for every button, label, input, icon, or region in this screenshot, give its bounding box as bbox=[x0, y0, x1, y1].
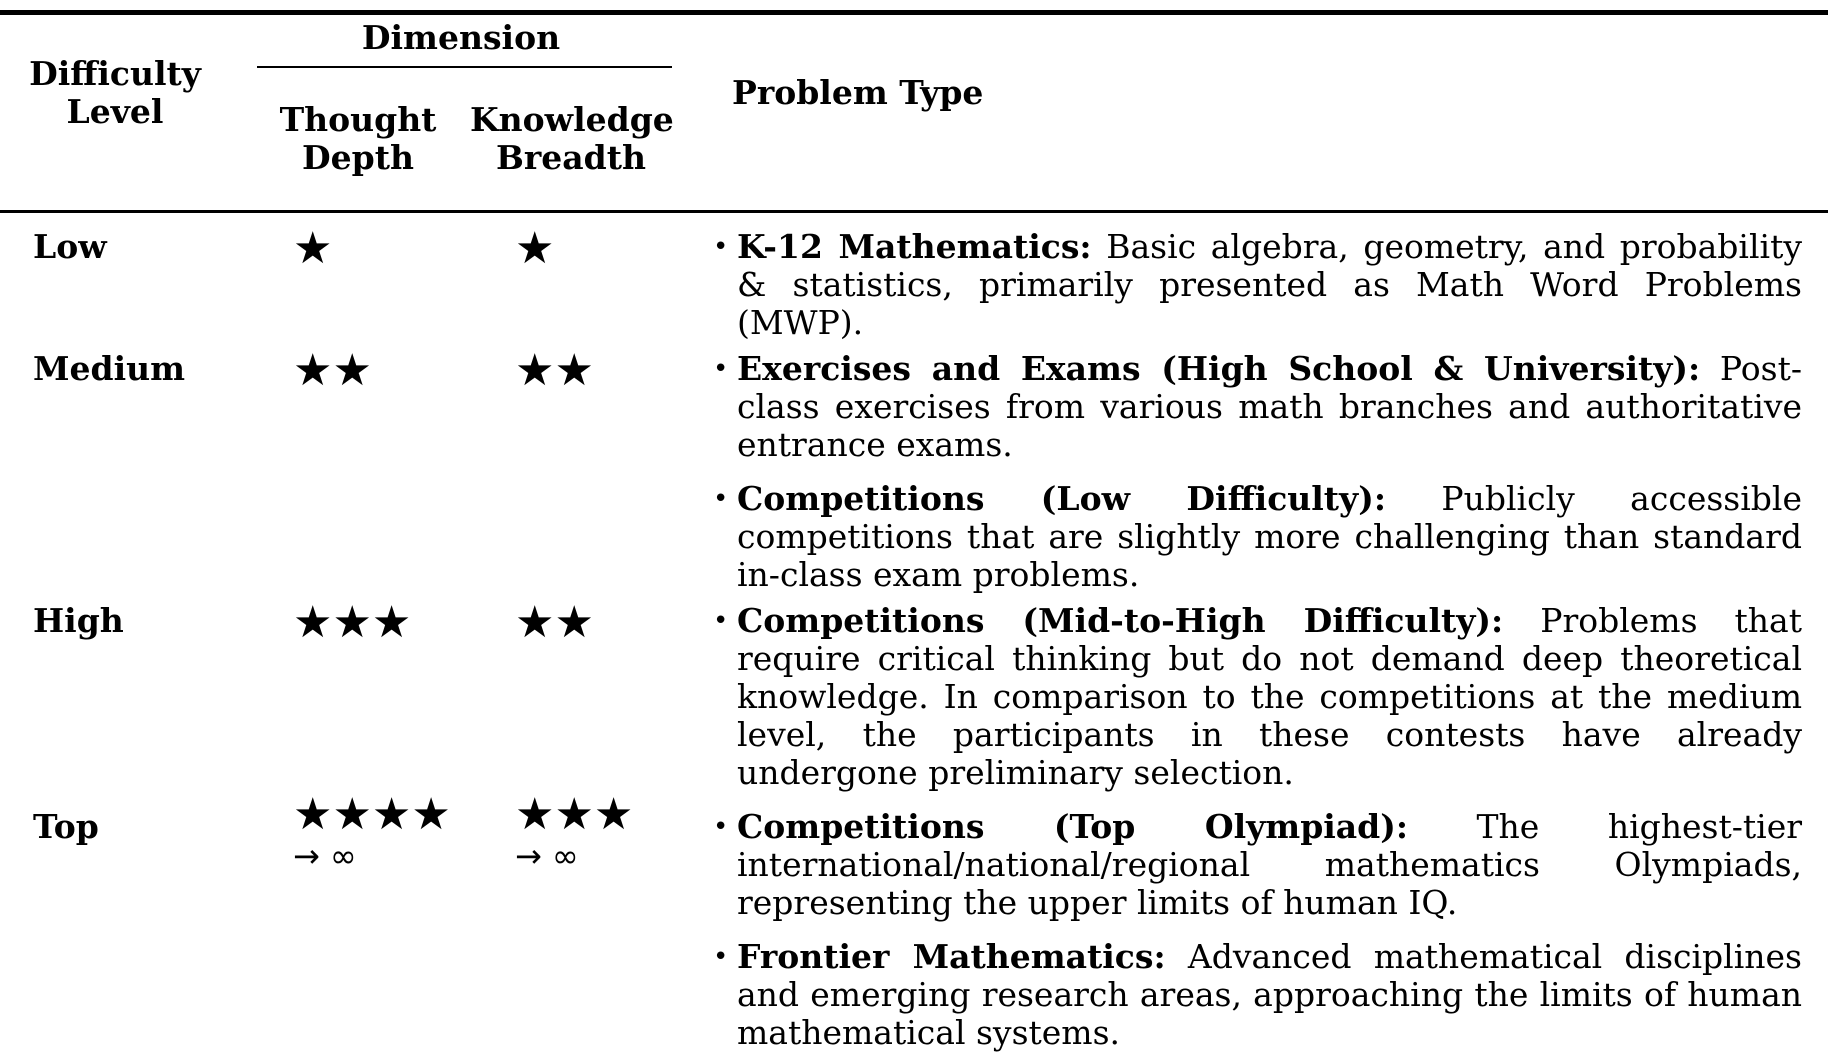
problem-type-cell bbox=[692, 342, 1828, 594]
star-rating-icon: ★★★ bbox=[293, 597, 412, 648]
table-row-high bbox=[0, 594, 1828, 792]
knowledge-breadth-rating bbox=[470, 789, 692, 1063]
table-row-top bbox=[0, 792, 1828, 1063]
star-rating-icon: ★★ bbox=[293, 345, 372, 396]
bullet-label: Competitions (Top Olympiad): bbox=[737, 807, 1409, 846]
list-item bbox=[692, 480, 1828, 594]
star-rating-icon: ★ bbox=[515, 223, 555, 274]
level-label: Low bbox=[33, 227, 107, 266]
problem-type-cell bbox=[692, 594, 1828, 792]
star-rating-icon: ★★★ bbox=[515, 789, 634, 840]
column-header-difficulty-level bbox=[0, 13, 230, 212]
table-row-medium bbox=[0, 342, 1828, 594]
bullet-icon: • bbox=[713, 812, 729, 842]
thought-depth-line1: Thought bbox=[279, 99, 437, 139]
table-header bbox=[0, 13, 1828, 212]
star-rating-icon: ★ bbox=[293, 223, 333, 274]
bullet-label: Exercises and Exams (High School & University): bbox=[737, 349, 1701, 388]
thought-depth-line2: Depth bbox=[302, 137, 414, 177]
thought-depth-rating bbox=[230, 212, 470, 343]
thought-depth-rating bbox=[230, 342, 470, 594]
difficulty-level-line1: Difficulty bbox=[29, 53, 201, 93]
column-header-dimension bbox=[230, 13, 692, 68]
problem-type-cell bbox=[692, 792, 1828, 1063]
thought-depth-rating bbox=[230, 594, 470, 792]
bullet-text: Post-class exercises from various math branches and authoritative entrance exams. bbox=[737, 349, 1802, 464]
bullet-label: Competitions (Low Difficulty): bbox=[737, 479, 1387, 518]
difficulty-level-line2: Level bbox=[66, 91, 164, 131]
column-header-problem-type: Problem Type bbox=[692, 13, 1828, 212]
tends-to-infinity-note: → ∞ bbox=[515, 837, 579, 875]
list-item bbox=[692, 228, 1828, 342]
bullet-text: The highest-tier international/national/regional mathematics Olympiads, representing the upper limits of human IQ. bbox=[737, 807, 1802, 922]
bullet-label: Frontier Mathematics: bbox=[737, 937, 1166, 976]
level-label: Medium bbox=[33, 349, 186, 388]
knowledge-breadth-rating bbox=[470, 594, 692, 792]
bullet-icon: • bbox=[713, 942, 729, 972]
problem-type-cell bbox=[692, 212, 1828, 343]
column-header-knowledge-breadth bbox=[470, 68, 692, 212]
bullet-icon: • bbox=[713, 606, 729, 636]
star-rating-icon: ★★ bbox=[515, 345, 594, 396]
knowledge-breadth-line1: Knowledge bbox=[470, 99, 674, 139]
bullet-icon: • bbox=[713, 232, 729, 262]
difficulty-dimension-table bbox=[0, 10, 1828, 1063]
list-item bbox=[692, 938, 1828, 1052]
dimension-label: Dimension bbox=[361, 17, 561, 57]
level-label: High bbox=[33, 601, 124, 640]
bullet-text: Problems that require critical thinking but do not demand deep theoretical knowledge. In comparison to the competitions at the medium level, the participants in these contests have already undergone preliminary selection. bbox=[737, 601, 1802, 792]
list-item bbox=[692, 602, 1828, 792]
column-header-thought-depth bbox=[230, 68, 470, 212]
bullet-icon: • bbox=[713, 354, 729, 384]
knowledge-breadth-rating bbox=[470, 212, 692, 343]
bullet-text: Advanced mathematical disciplines and emerging research areas, approaching the limits of human mathematical systems. bbox=[737, 937, 1802, 1052]
list-item bbox=[692, 808, 1828, 922]
star-rating-icon: ★★★★ bbox=[293, 789, 451, 840]
bullet-label: K-12 Mathematics: bbox=[737, 227, 1092, 266]
level-label: Top bbox=[33, 807, 99, 846]
thought-depth-rating bbox=[230, 789, 470, 1063]
star-rating-icon: ★★ bbox=[515, 597, 594, 648]
bullet-text: Basic algebra, geometry, and probability & statistics, primarily presented as Math Word Problems (MWP). bbox=[737, 227, 1802, 342]
list-item bbox=[692, 350, 1828, 464]
bullet-label: Competitions (Mid-to-High Difficulty): bbox=[737, 601, 1504, 640]
bullet-text: Publicly accessible competitions that are slightly more challenging than standard in-class exam problems. bbox=[737, 479, 1802, 594]
table-row-low bbox=[0, 212, 1828, 343]
bullet-icon: • bbox=[713, 484, 729, 514]
tends-to-infinity-note: → ∞ bbox=[293, 837, 357, 875]
knowledge-breadth-rating bbox=[470, 342, 692, 594]
knowledge-breadth-line2: Breadth bbox=[496, 137, 646, 177]
